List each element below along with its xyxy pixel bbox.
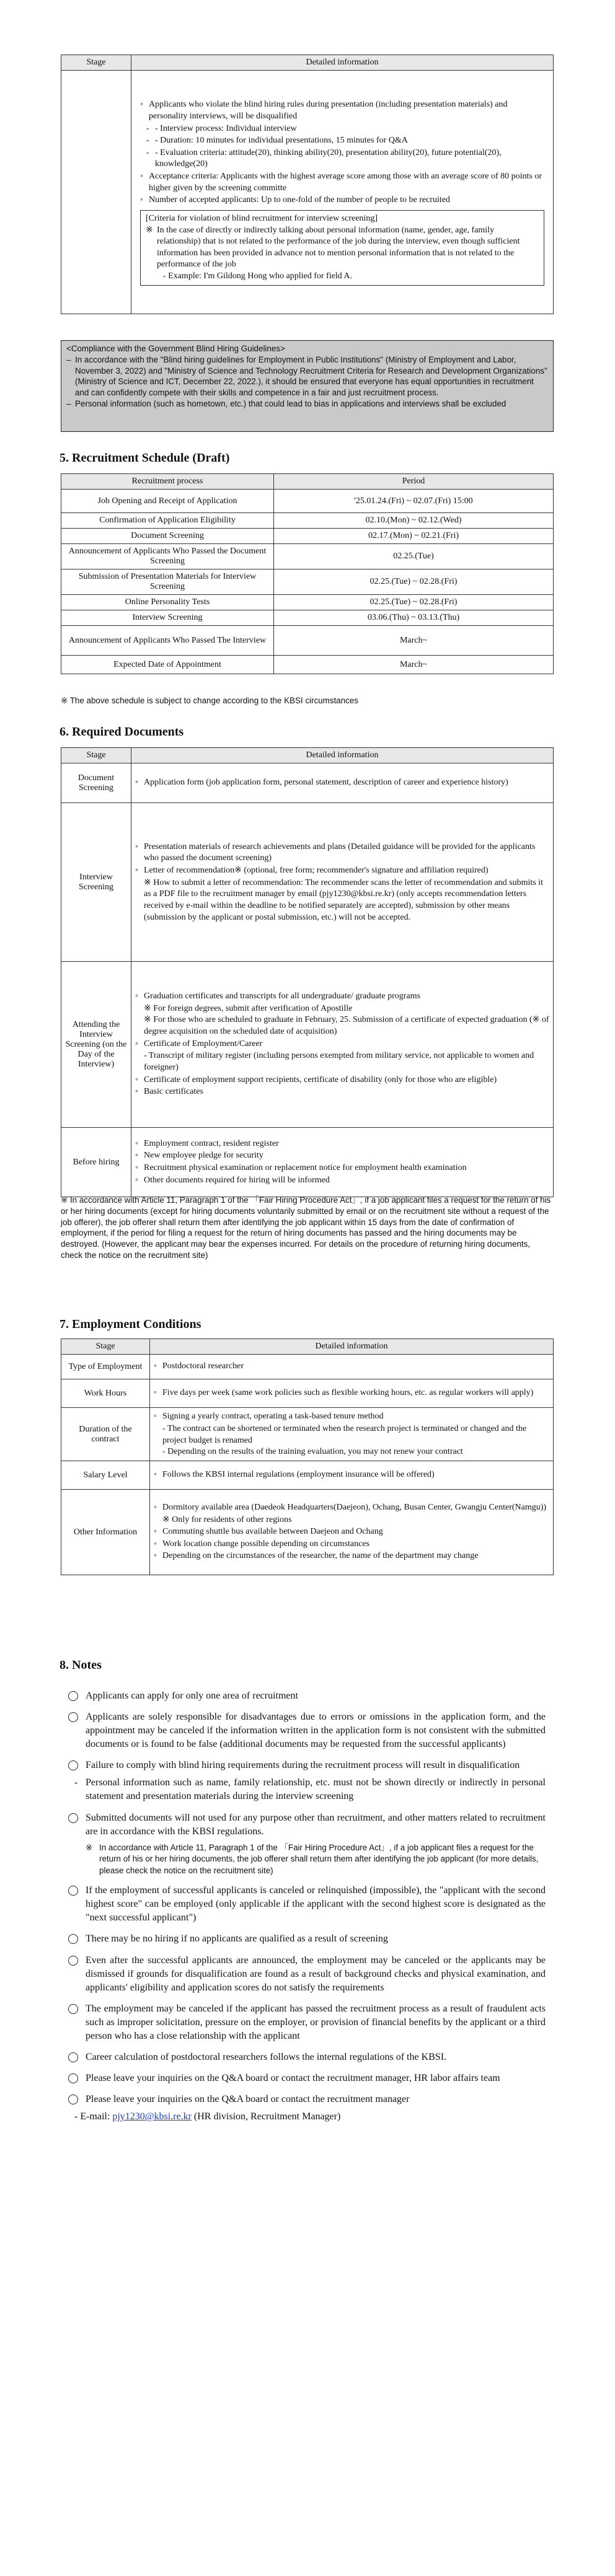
process-cell: Document Screening [61,529,274,544]
detail-line: ◦ Graduation certificates and transcripts for all undergraduate/ graduate programs [135,991,549,1003]
compliance-text: Personal information (such as hometown, etc.) that could lead to bias in applications and interviews shall be excluded [75,399,507,409]
detail-line: ◦ Basic certificates [135,1086,549,1098]
schedule-table [61,473,554,674]
section-title: 6. Required Documents [60,725,184,739]
detail-dash: - The contract can be shortened or terminated when the research project is terminated or changed and the project budget is renamed [162,1423,527,1445]
circle-bullet-icon [68,1956,78,1966]
detail-line: - - Evaluation criteria: attitude(20), thinking ability(20), presentation ability(20), future potential(20), knowledge(20) [146,147,544,170]
note-item [68,1759,546,1772]
detail-line: ◦ Recruitment physical examination or replacement notice for employment health examination [135,1163,549,1174]
stage-cell: Document Screening [61,763,131,803]
circle-bullet-icon [68,2052,78,2062]
detail-line: ◦ Signing a yearly contract, operating a task-based tenure method [154,1411,549,1423]
compliance-text: In accordance with the "Blind hiring guidelines for Employment in Public Institutions" (Ministry of Employment and Labor, November 3, 2022) and "Ministry of Science and Technology Recruitment Criteria for Research and Development Organizations" (Ministry of Science and ICT, December 22, 2022.), it should be ensured that everyone has equal opportunities in recruitment and can confidently compete with their skills and competence in a fair and just recruitment process. [75,354,547,398]
period-cell: 02.25.(Tue) ~ 02.28.(Fri) [274,595,554,610]
detail-line: - - Duration: 10 minutes for individual presentations, 15 minutes for Q&A [146,135,544,147]
detail-cell [131,962,554,1128]
violation-title: [Criteria for violation of blind recruitment for interview screening] [146,213,378,223]
note-text: Please leave your inquiries on the Q&A board or contact the recruitment manager [86,2094,410,2105]
period-cell: March~ [274,656,554,674]
process-cell: Confirmation of Application Eligibility [61,513,274,529]
detail-cell [150,1490,554,1575]
compliance-title: <Compliance with the Government Blind Hiring Guidelines> [66,344,285,353]
note-item [68,2051,546,2064]
detail-cell [131,1128,554,1197]
stage-header: Stage [61,1339,150,1355]
stage-cell: Attending the Interview Screening (on the Day of the Interview) [61,962,131,1128]
stage-cell: Interview Screening [61,803,131,962]
section-title: 7. Employment Conditions [60,1317,201,1331]
violation-note: ※ In the case of directly or indirectly talking about personal information (name, gender, age, family relationship) that is not related to the performance of the job during the interview, even though sufficient information has been provided in advance not to mention personal information that is not related to the performance of the job [146,225,520,270]
period-header: Period [274,474,554,490]
note-item [68,1884,546,1925]
process-cell: Job Opening and Receipt of Application [61,490,274,513]
process-cell: Interview Screening [61,610,274,626]
detail-line: ◦ Dormitory available area (Daedeok Headquarters(Daejeon), Ochang, Busan Center, Gwangju Center(Namgu)) [154,1502,549,1514]
detail-line: ◦ New employee pledge for security [135,1150,549,1162]
process-header: Recruitment process [61,474,274,490]
note-text: Submitted documents will not used for any purpose other than recruitment, and other matters related to recruitment are in accordance with the KBSI regulations. [86,1812,546,1837]
period-cell: 02.25.(Tue) ~ 02.28.(Fri) [274,569,554,595]
note-text: If the employment of successful applicants is canceled or relinquished (impossible), the "applicant with the second highest score" can be employed (only applicable if the applicant with the second highest score is designated as the "next successful applicant") [86,1885,546,1923]
detail-note: ※ How to submit a letter of recommendation: The recommender scans the letter of recommendation and submits it as a PDF file to the recruitment manager by email (pjy1230@kbsi.re.kr) (only accepts recommendation letters received by e-mail within the deadline to be notified separately are accepted), submission by other means (submission by the applicant or postal submission, etc.) will not be accepted. [144,877,544,922]
detail-cell [150,1461,554,1490]
detail-cell [150,1379,554,1408]
detail-cell [150,1408,554,1461]
email-link[interactable]: pjy1230@kbsi.re.kr [112,2111,192,2122]
email-prefix: - E-mail: [74,2111,110,2122]
period-cell: 02.17.(Mon) ~ 02.21.(Fri) [274,529,554,544]
process-cell: Expected Date of Appointment [61,656,274,674]
note-text: Career calculation of postdoctoral researchers follows the internal regulations of the KBSI. [86,2051,447,2062]
circle-bullet-icon [68,1934,78,1944]
note-text: Applicants are solely responsible for disadvantages due to errors or omissions in the application form, and the appointment may be canceled if the information written in the application form is not consistent with the submitted documents or is found to be false (additional documents may be requested from the successful applicants) [86,1712,546,1750]
note-text: There may be no hiring if no applicants are qualified as a result of screening [86,1933,388,1945]
note-reference-text: In accordance with Article 11, Paragraph 1 of the 「Fair Hiring Procedure Act」, if a job applicant files a request for the return of his or her hiring documents, the job offerer shall return them after identifying the job applicant (for more details, please check the notice on the recruitment site) [99,1842,539,1875]
section-title: 8. Notes [60,1658,102,1672]
documents-table [61,747,554,1197]
note-item [68,1932,546,1946]
detail-header: Detailed information [131,55,554,71]
detail-line: ◦ Work location change possible depending on circumstances [154,1539,549,1550]
detail-line: ◦ Applicants who violate the blind hiring rules during presentation (including presentation materials) and personality interviews, will be disqualified [140,99,544,122]
period-cell: 02.10.(Mon) ~ 02.12.(Wed) [274,513,554,529]
conditions-table [61,1339,554,1575]
detail-line: ◦ Employment contract, resident register [135,1138,549,1150]
circle-bullet-icon [68,1761,78,1770]
note-item [68,2002,546,2043]
circle-bullet-icon [68,2095,78,2104]
detail-dash: - Depending on the results of the training evaluation, you may not renew your contract [162,1447,463,1457]
detail-header: Detailed information [131,748,554,763]
note-text: Please leave your inquiries on the Q&A board or contact the recruitment manager, HR labor affairs team [86,2073,500,2084]
detail-note: - Transcript of military register (including persons exempted from military service, not applicable to women and foreigner) [144,1051,534,1072]
stage-cell: Salary Level [61,1461,150,1490]
stage-cell: Type of Employment [61,1355,150,1379]
section-title: 5. Recruitment Schedule (Draft) [60,451,230,465]
interview-detail-cell [131,71,554,314]
note-text: Even after the successful applicants are announced, the employment may be canceled or the applicants may be dismissed if grounds for disqualification are found as a result of background checks and physical examination, and applicants' eligibility and application scores do not satisfy the requirements [86,1954,546,1993]
note-item [68,2093,546,2106]
detail-line: ◦ Certificate of Employment/Career [135,1039,549,1050]
detail-line: ◦ Five days per week (same work policies such as flexible working hours, etc. as regular workers will apply) [154,1387,549,1399]
detail-line: ◦ Other documents required for hiring will be informed [135,1175,549,1187]
note-item [68,2072,546,2085]
stage-cell: Work Hours [61,1379,150,1408]
detail-header: Detailed information [150,1339,554,1355]
stage-cell: Other Information [61,1490,150,1575]
schedule-footnote: ※ The above schedule is subject to change according to the KBSI circumstances [61,696,358,705]
note-text: Failure to comply with blind hiring requirements during the recruitment process will result in disqualification [86,1760,520,1771]
stage-header: Stage [61,748,131,763]
period-cell: March~ [274,626,554,656]
note-item [68,1811,546,1839]
documents-footnote: ※ In accordance with Article 11, Paragraph 1 of the 「Fair Hiring Procedure Act」, if a job applicant files a request for the return of his or her hiring documents (except for hiring documents voluntarily submitted by email or on the recruitment site without a request of the job offerer), the job offerer shall return them after identifying the job applicant within 15 days from the date of confirmation of employment, if the period for filing a request for the return of hiring documents has passed and the hiring documents may be destroyed. (However, the applicant may bear the expenses incurred. For details on the procedure of returning hiring documents, check the notice on the recruitment site) [61,1195,551,1260]
process-cell: Submission of Presentation Materials for Interview Screening [61,569,274,595]
stage-cell-empty [61,71,131,314]
detail-line: ◦ Postdoctoral researcher [154,1361,549,1373]
detail-line: - - Interview process: Individual interview [146,123,544,135]
detail-cell [150,1355,554,1379]
period-cell: 03.06.(Thu) ~ 03.13.(Thu) [274,610,554,626]
violation-example: - Example: I'm Gildong Hong who applied for field A. [163,271,353,281]
process-cell: Online Personality Tests [61,595,274,610]
violation-criteria-box [140,210,544,286]
circle-bullet-icon [68,1712,78,1722]
note-item [68,1954,546,1995]
detail-line: ◦ Number of accepted applicants: Up to one-fold of the number of people to be recruited [140,195,544,206]
detail-line: ◦ Acceptance criteria: Applicants with the highest average score among those with an average score of 80 points or higher given by the screening committe [140,171,544,194]
compliance-line: – Personal information (such as hometown, etc.) that could lead to bias in applications and interviews shall be excluded [66,399,507,409]
detail-line: ◦ Certificate of employment support recipients, certificate of disability (only for those who are eligible) [135,1075,549,1086]
note-text: The employment may be canceled if the applicant has passed the recruitment process as a result of fraudulent acts such as improper solicitation, pressure on the employer, or provision of financial benefits by the applicant or a third person who has a close relationship with the applicant [86,2003,546,2041]
note-reference: ※ In accordance with Article 11, Paragraph 1 of the 「Fair Hiring Procedure Act」, if a job applicant files a request for the return of his or her hiring documents, the job offerer shall return them after identifying the job applicant (for more details, please check the notice on the recruitment site) [86,1842,539,1875]
circle-bullet-icon [68,1813,78,1823]
compliance-line: – In accordance with the "Blind hiring guidelines for Employment in Public Institutions" (Ministry of Employment and Labor, November 3, 2022) and "Ministry of Science and Technology Recruitment Criteria for Research and Development Organizations" (Ministry of Science and ICT, December 22, 2022.), it should be ensured that everyone has equal opportunities in recruitment and can confidently compete with their skills and competence in a fair and just recruitment process. [66,354,547,398]
stage-cell: Duration of the contract [61,1408,150,1461]
circle-bullet-icon [68,1886,78,1896]
detail-note: ※ For foreign degrees, submit after verification of Apostille [144,1003,353,1013]
note-item [68,1689,546,1703]
email-line [68,2110,546,2124]
note-subtext: Personal information such as name, family relationship, etc. must not be shown directly or indirectly in personal statement and presentation materials during the interview screening [86,1777,546,1802]
detail-line: ◦ Depending on the circumstances of the researcher, the name of the department may change [154,1550,549,1562]
circle-bullet-icon [68,1691,78,1701]
detail-note: ※ Only for residents of other regions [162,1514,292,1524]
note-text: Applicants can apply for only one area of recruitment [86,1690,298,1701]
note-item [68,1710,546,1751]
process-cell: Announcement of Applicants Who Passed The Interview [61,626,274,656]
note-subitem: - Personal information such as name, family relationship, etc. must not be shown directly or indirectly in personal statement and presentation materials during the interview screening [74,1777,546,1802]
notes-list [68,1689,546,2131]
interview-criteria-table [61,55,554,314]
period-cell: 02.25.(Tue) [274,544,554,569]
detail-line: ◦ Letter of recommendation※ (optional, free form; recommender's signature and affiliation required) [135,865,549,877]
violation-text: In the case of directly or indirectly talking about personal information (name, gender, age, family relationship) that is not related to the performance of the job during the interview, even though sufficient information has been provided in advance not to mention personal information that is not related to the performance of the job [157,225,520,270]
detail-note: ※ For those who are scheduled to graduate in February, 25. Submission of a certificate of expected graduation (※ of degree acquisition on the scheduled date of acquisition) [144,1015,549,1037]
circle-bullet-icon [68,2004,78,2014]
circle-bullet-icon [68,2073,78,2083]
period-cell: '25.01.24.(Fri) ~ 02.07.(Fri) 15:00 [274,490,554,513]
email-suffix: (HR division, Recruitment Manager) [193,2111,341,2122]
detail-cell [131,803,554,962]
compliance-box [61,340,554,432]
stage-header: Stage [61,55,131,71]
detail-line: ◦ Commuting shuttle bus available between Daejeon and Ochang [154,1526,549,1538]
detail-line: ◦ Presentation materials of research achievements and plans (Detailed guidance will be provided for the applicants who passed the document screening) [135,842,549,864]
detail-cell [131,763,554,803]
detail-line: ◦ Application form (job application form, personal statement, description of career and experience history) [135,777,549,789]
process-cell: Announcement of Applicants Who Passed the Document Screening [61,544,274,569]
stage-cell: Before hiring [61,1128,131,1197]
detail-line: ◦ Follows the KBSI internal regulations (employment insurance will be offered) [154,1469,549,1481]
